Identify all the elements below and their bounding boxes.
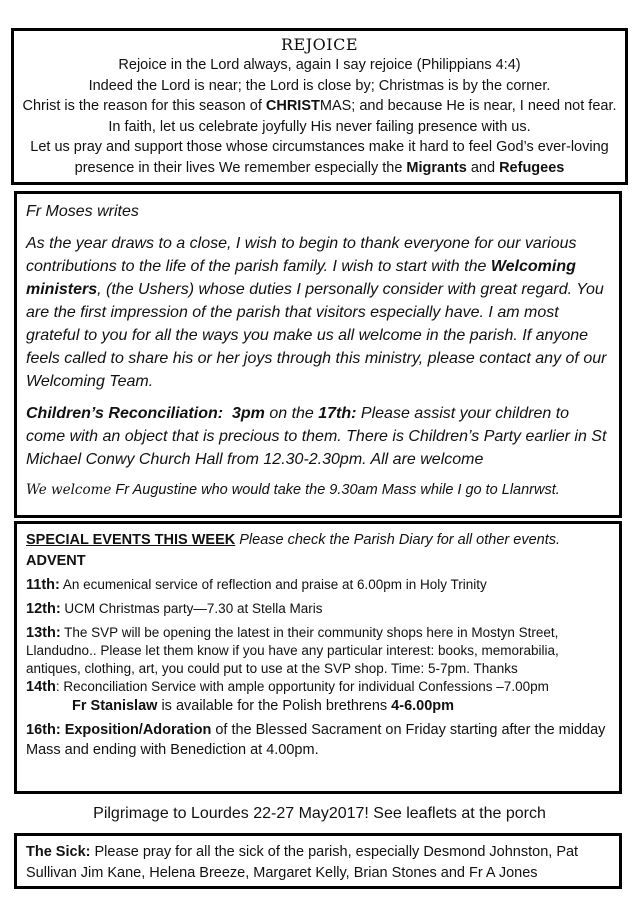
stanislaw-name: Fr Stanislaw <box>72 698 158 714</box>
para1-pre: As the year draws to a close, I wish to begin to thank everyone for our various contributions to the life of the parish family. I wish to start with the <box>26 235 577 275</box>
event-13th-text: The SVP will be opening the latest in their community shops here in Mostyn Street, Llandudno.. Please let them know if you have any particular interest: books, memorabilia, antiques, clothing, art, you could put to use at the SVP shop. Time: 5-7pm. Thanks <box>26 625 559 676</box>
refugees-emphasis: Refugees <box>499 159 565 176</box>
para1-post: , (the Ushers) whose duties I personally consider with great regard. You are the first impression of the parish that visitors especially have. I am most grateful to you for all the ways you make us all welcome in the parish. If anyone feels called to share his or her joys through this ministry, please contact any of our Welcoming Team. <box>26 281 607 390</box>
childrens-reconciliation-paragraph <box>26 402 611 471</box>
rejoice-line-4-mid: and <box>466 159 500 176</box>
rejoice-line-3 <box>22 96 617 137</box>
pilgrimage-notice: Pilgrimage to Lourdes 22-27 May2017! See leaflets at the porch <box>93 805 546 822</box>
special-events-title: SPECIAL EVENTS THIS WEEK <box>26 532 236 548</box>
event-16th <box>26 720 610 760</box>
welcome-post: Fr Augustine who would take the 9.30am Mass while I go to Llanrwst. <box>111 482 560 498</box>
event-11th <box>26 576 610 594</box>
event-14th-date: 14th <box>26 679 56 695</box>
rejoice-box <box>11 28 628 185</box>
christ-emphasis: CHRIST <box>265 98 320 114</box>
sick-text <box>26 842 610 884</box>
rejoice-line-3-pre: Christ is the reason for this season of <box>22 98 266 114</box>
rejoice-line-1: Rejoice in the Lord always, again I say rejoice (Philippians 4:4) <box>118 57 521 73</box>
rejoice-line-4 <box>22 137 617 178</box>
rejoice-title: REJOICE <box>281 35 358 54</box>
events-heading <box>26 530 610 550</box>
event-14th <box>26 678 610 696</box>
sick-names: Please pray for all the sick of the parish, especially Desmond Johnston, Pat Sullivan Jim Kane, Helena Breeze, Margaret Kelly, Brian Stones and Fr A Jones <box>26 844 579 881</box>
stanislaw-time: 4-6.00pm <box>391 698 455 714</box>
event-12th-text: UCM Christmas party—7.30 at Stella Maris <box>60 601 323 616</box>
event-16th-date: 16th: <box>26 722 61 738</box>
event-12th <box>26 600 610 618</box>
stanislaw-mid: is available for the Polish brethrens <box>157 698 392 714</box>
fr-moses-box <box>14 191 622 518</box>
event-13th-date: 13th: <box>26 625 61 641</box>
event-11th-text: An ecumenical service of reflection and praise at 6.00pm in Holy Trinity <box>59 577 487 592</box>
events-heading-note: Please check the Parish Diary for all other events. <box>235 532 561 548</box>
migrants-emphasis: Migrants <box>406 159 467 176</box>
welcome-line <box>26 479 611 501</box>
childrens-reconciliation-label: Children’s Reconciliation: <box>26 405 224 422</box>
rejoice-line-4-pre: Let us pray and support those whose circumstances make it hard to feel God’s ever-loving presence in their lives We remember especially the <box>30 139 609 176</box>
we-welcome-script: We welcome <box>26 482 112 498</box>
event-14th-text: : Reconciliation Service with ample opportunity for individual Confessions –7.00pm <box>55 679 549 694</box>
sick-label: The Sick: <box>26 844 91 860</box>
para2-mid: on the <box>264 405 319 422</box>
event-12th-date: 12th: <box>26 601 61 617</box>
fr-moses-heading: Fr Moses writes <box>26 203 139 220</box>
sick-box <box>14 833 622 889</box>
rejoice-line-3-post: MAS; and because He is near, I need not fear. In faith, let us celebrate joyfully His never failing presence with us. <box>108 98 617 135</box>
reconciliation-time: 3pm <box>231 405 265 422</box>
welcoming-ministers-emphasis: Welcoming ministers <box>26 258 576 298</box>
welcoming-ministers-paragraph <box>26 232 611 393</box>
event-16th-text: of the Blessed Sacrament on Friday starting after the midday Mass and ending with Benediction at 4.00pm. <box>26 722 606 758</box>
para2-post: Please assist your children to come with an object that is precious to them. There is Children’s Party earlier in St Michael Conwy Church Hall from 12.30-2.30pm. All are welcome <box>26 405 607 468</box>
special-events-box <box>14 521 622 794</box>
stanislaw-line <box>26 696 610 716</box>
event-16th-bold: Exposition/Adoration <box>64 722 212 738</box>
rejoice-line-2: Indeed the Lord is near; the Lord is close by; Christmas is by the corner. <box>88 77 551 94</box>
event-11th-date: 11th: <box>26 577 60 593</box>
event-13th <box>26 624 610 678</box>
reconciliation-date: 17th: <box>318 405 357 422</box>
advent-label: ADVENT <box>26 553 86 569</box>
